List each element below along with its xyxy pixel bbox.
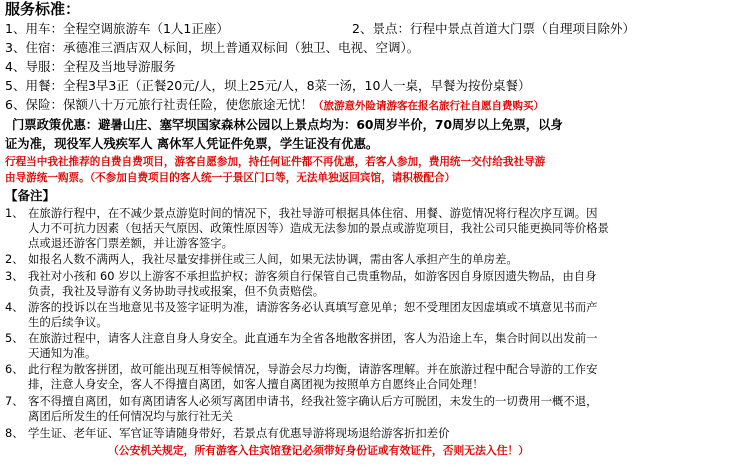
remark-3-line-2: 负责，我社及导游有义务协助寻找或报案，但不负责赔偿。 (28, 284, 325, 298)
remark-5-line-1: 在旅游过程中，请客人注意自身人身安全。此直通车为全省各地散客拼团，客人为沿途上车，集合时间以出发前一 (28, 331, 598, 345)
service-item-guide (5, 61, 175, 74)
remark-5-line-2: 天通知为准。 (28, 346, 97, 360)
remark-1-line-3: 点或退还游客门票差额，并让游客签字。 (28, 236, 234, 250)
item-number: 2、 (352, 21, 373, 36)
item-text: 住宿：承德准三酒店双人标间，坝上普通双标间（独卫、电视、空调）。 (25, 40, 420, 55)
remark-1-line-2: 人力不可抗力因素（包括天气原因、政策性原因等）造成无法参加的景点或游览项目，我社公司只能更换同等价格景 (28, 221, 609, 235)
remark-2-line-1: 如报名人数不满两人，我社尽量安排拼住或三人间，如果无法协调，需由客人承担产生的单房差。 (28, 252, 518, 266)
remark-1-number: 1、 (5, 206, 24, 220)
remark-4-line-2: 生的后续争议。 (28, 315, 108, 329)
remark-7-line-2: 离团后所发生的任何情况均与旅行社无关 (28, 409, 234, 423)
insurance-note: （旅游意外险请游客在报名旅行社自愿自费购买） (312, 100, 544, 112)
ticket-policy-line-1: 门票政策优惠：避暑山庄、塞罕坝国家森林公园以上景点均为：60周岁半价，70周岁以上免票，以身 (12, 118, 563, 132)
remark-3-line-1: 我社对小孩和 60 岁以上游客不承担监护权；游客须自行保管自己贵重物品，如游客因自身原因遗失物品，由自身 (28, 269, 597, 283)
service-item-sights (352, 23, 635, 36)
remark-6-number: 6、 (5, 362, 24, 376)
remark-7-number: 7、 (5, 394, 24, 408)
remark-7-line-1: 客不得擅自离团，如有离团请客人必须写离团申请书，经我社签字确认后方可脱团，未发生的一切费用一概不退， (28, 394, 598, 408)
service-item-vehicle (5, 23, 229, 36)
remark-6-line-2: 排，注意人身安全，客人不得擅自离团，如客人擅自离团视为按照单方自愿终止合同处理！ (28, 377, 484, 391)
item-number: 5、 (5, 78, 26, 93)
item-number: 4、 (5, 59, 26, 74)
ticket-policy-line-2: 证为准，现役军人残疾军人 离休军人凭证件免票，学生证没有优惠。 (5, 137, 379, 151)
item-number: 1、 (5, 21, 26, 36)
remark-4-line-1: 游客的投诉以在当地意见书及签字证明为准，请游客务必认真填写意见单；恕不受理团友因虚填或不填意见书而产 (28, 300, 598, 314)
remark-2-number: 2、 (5, 252, 24, 266)
item-number: 3、 (5, 40, 26, 55)
remark-8-number: 8、 (5, 426, 24, 440)
service-item-insurance (5, 99, 544, 112)
item-text: 用车：全程空调旅游车（1人1正座） (25, 21, 229, 36)
item-text: 用餐：全程3早3正（正餐20元/人，坝上25元/人，8菜一汤，10人一桌，早餐为按份桌餐） (25, 78, 531, 93)
service-item-meals (5, 80, 530, 93)
self-pay-warning-line-1: 行程当中我社推荐的自费自费项目，游客自愿参加，持任何证件都不再优惠，若客人参加，费用统一交付给我社导游 (5, 156, 546, 168)
remark-4-number: 4、 (5, 300, 24, 314)
item-text: 导服：全程及当地导游服务 (25, 59, 176, 74)
remark-3-number: 3、 (5, 269, 24, 283)
service-heading: 服务标准： (5, 0, 81, 18)
item-number: 6、 (5, 97, 26, 112)
remark-6-line-1: 此行程为散客拼团，故可能出现互相等候情况，导游会尽力均衡，请游客理解。并在旅游过程中配合导游的工作安 (28, 362, 598, 376)
remark-8-line-1: 学生证、老年证、军官证等请随身带好，若景点有优惠导游将现场退给游客折扣差价 (28, 426, 450, 440)
remark-1-line-1: 在旅游行程中，在不减少景点游览时间的情况下，我社导游可根据具体住宿、用餐、游览情况将行程次序互调。因 (28, 206, 598, 220)
police-registration-note: （公安机关规定，所有游客入住宾馆登记必须带好身份证或有效证件，否则无法入住！） (108, 444, 530, 457)
item-text: 景点：行程中景点首道大门票（自理项目除外） (372, 21, 635, 36)
remark-5-number: 5、 (5, 331, 24, 345)
service-item-lodging (5, 42, 419, 55)
item-text: 保险：保额八十万元旅行社责任险，使您旅途无忧！ (25, 97, 313, 112)
self-pay-warning-line-2: 由导游统一购票。（不参加自费项目的客人统一于景区门口等，无法单独返回宾馆，请积极配合） (5, 172, 456, 184)
remarks-heading: 【备注】 (5, 188, 56, 203)
